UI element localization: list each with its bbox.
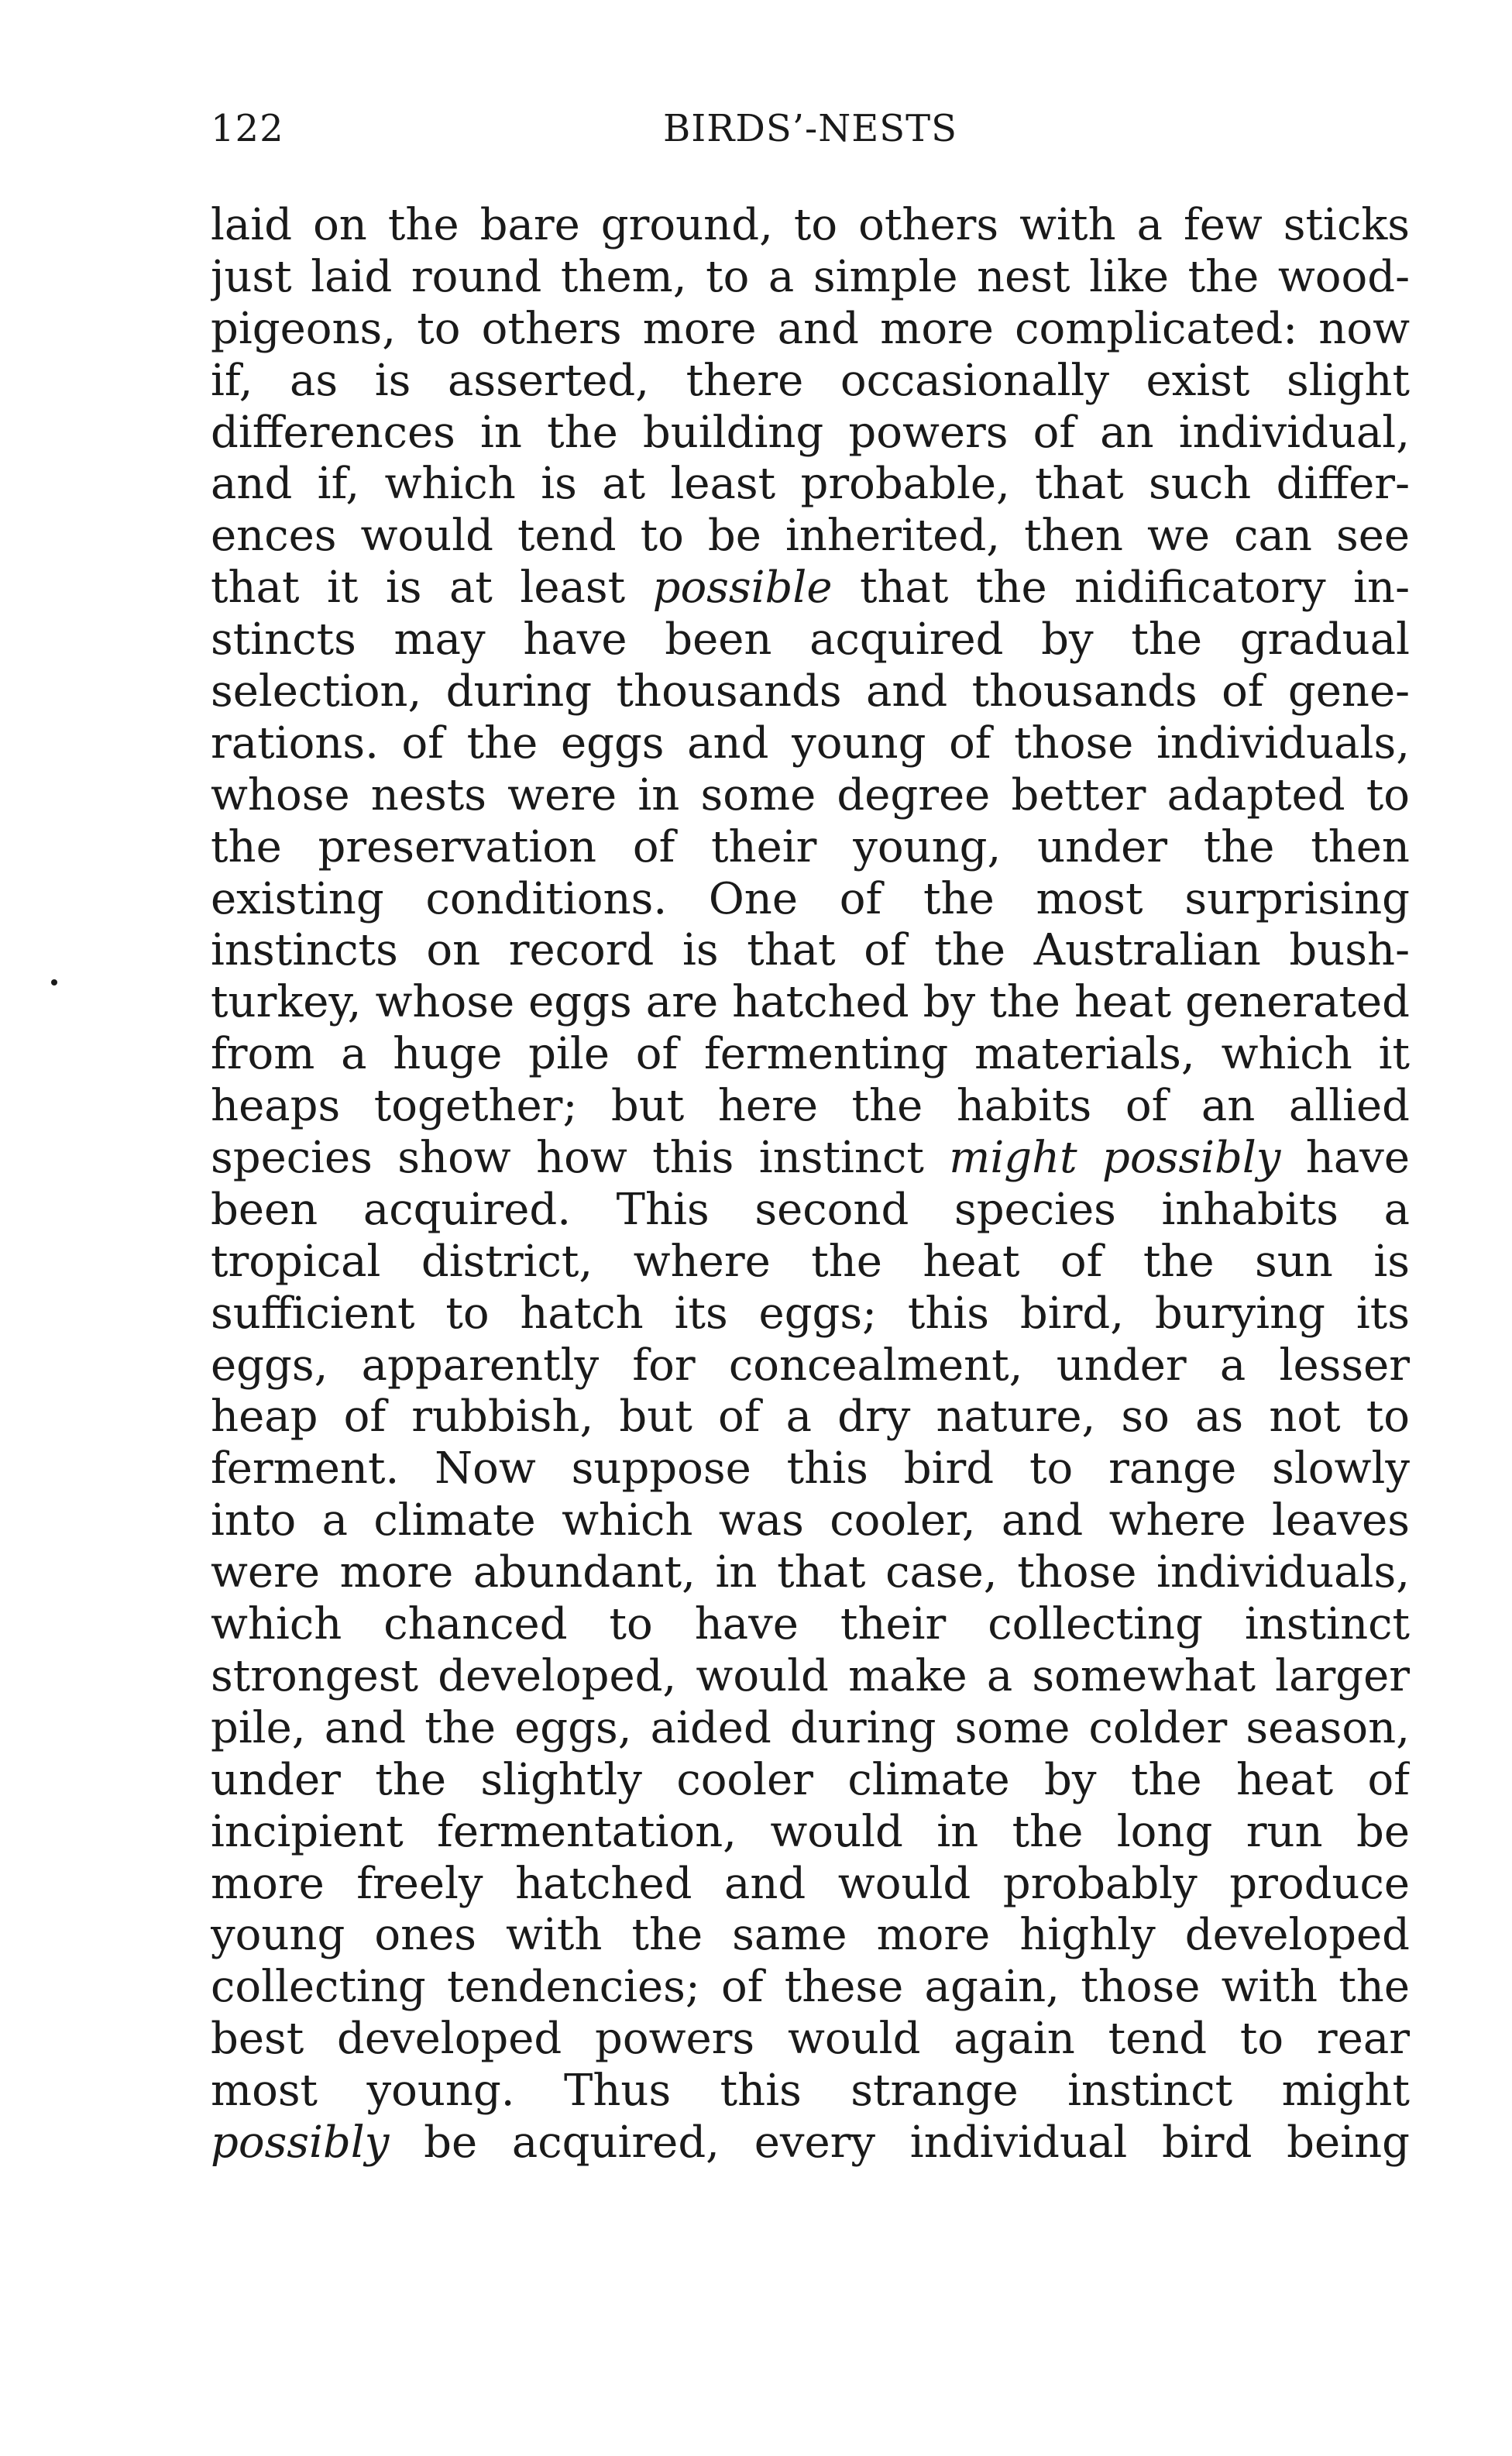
text-line: more freely hatched and would probably produce	[211, 1858, 1410, 1909]
text-line: selection, during thousands and thousands of gene-	[211, 666, 1410, 717]
text-line: laid on the bare ground, to others with a few sticks	[211, 200, 1410, 250]
text-line	[211, 2117, 1410, 2169]
text-line: young ones with the same more highly developed	[211, 1910, 1410, 1961]
text-segment: that it is at least	[211, 562, 653, 614]
italic-emphasis: possibly	[211, 2117, 390, 2168]
text-line: most young. Thus this strange instinct might	[211, 2066, 1410, 2117]
text-line: ferment. Now suppose this bird to range slowly	[211, 1443, 1410, 1495]
text-line: heaps together; but here the habits of an allied	[211, 1081, 1410, 1132]
text-line: whose nests were in some degree better adapted to	[211, 769, 1410, 820]
text-line: pile, and the eggs, aided during some colder season,	[211, 1702, 1410, 1753]
text-segment: that the nidificatory in-	[832, 562, 1410, 614]
text-line: rations. of the eggs and young of those individuals,	[211, 717, 1410, 769]
text-segment: be acquired, every individual bird being	[389, 2117, 1410, 2168]
text-segment: species show how this instinct	[211, 1133, 950, 1184]
text-line: collecting tendencies; of these again, those with the	[211, 1962, 1410, 2013]
text-line: instincts on record is that of the Australian bush-	[211, 925, 1410, 976]
text-line: and if, which is at least probable, that such differ-	[211, 459, 1410, 510]
text-line: turkey, whose eggs are hatched by the heat generated	[211, 977, 1410, 1028]
text-line: incipient fermentation, would in the long run be	[211, 1806, 1410, 1857]
body-text	[211, 200, 1410, 2169]
page-number: 122	[211, 107, 284, 150]
text-line: eggs, apparently for concealment, under a lesser	[211, 1340, 1410, 1391]
text-line: from a huge pile of fermenting materials, which it	[211, 1029, 1410, 1080]
text-line: tropical district, where the heat of the sun is	[211, 1236, 1410, 1287]
text-line	[211, 562, 1410, 614]
text-line: best developed powers would again tend to rear	[211, 2014, 1410, 2065]
text-line	[211, 1133, 1410, 1185]
text-line: strongest developed, would make a somewhat larger	[211, 1650, 1410, 1701]
page-header	[211, 107, 1410, 161]
text-segment: have	[1280, 1133, 1410, 1184]
text-line: if, as is asserted, there occasionally exist slight	[211, 355, 1410, 406]
margin-dot	[51, 979, 57, 985]
italic-emphasis: might possibly	[949, 1133, 1281, 1184]
text-line: heap of rubbish, but of a dry nature, so as not to	[211, 1391, 1410, 1443]
text-line: pigeons, to others more and more complicated: now	[211, 303, 1410, 354]
text-line: were more abundant, in that case, those individuals,	[211, 1547, 1410, 1598]
text-line: which chanced to have their collecting instinct	[211, 1599, 1410, 1650]
text-line: existing conditions. One of the most surprising	[211, 873, 1410, 924]
text-line: ences would tend to be inherited, then we can see	[211, 511, 1410, 562]
text-line: been acquired. This second species inhabits a	[211, 1184, 1410, 1235]
italic-emphasis: possible	[652, 562, 833, 614]
text-line: under the slightly cooler climate by the heat of	[211, 1754, 1410, 1805]
running-head: BIRDS’-NESTS	[662, 107, 958, 150]
text-line: into a climate which was cooler, and where leaves	[211, 1495, 1410, 1546]
text-line: the preservation of their young, under the then	[211, 821, 1410, 872]
text-line: differences in the building powers of an individual,	[211, 407, 1410, 458]
text-line: sufficient to hatch its eggs; this bird, burying its	[211, 1288, 1410, 1339]
text-line: just laid round them, to a simple nest like the wood-	[211, 251, 1410, 302]
text-line: stincts may have been acquired by the gradual	[211, 614, 1410, 666]
